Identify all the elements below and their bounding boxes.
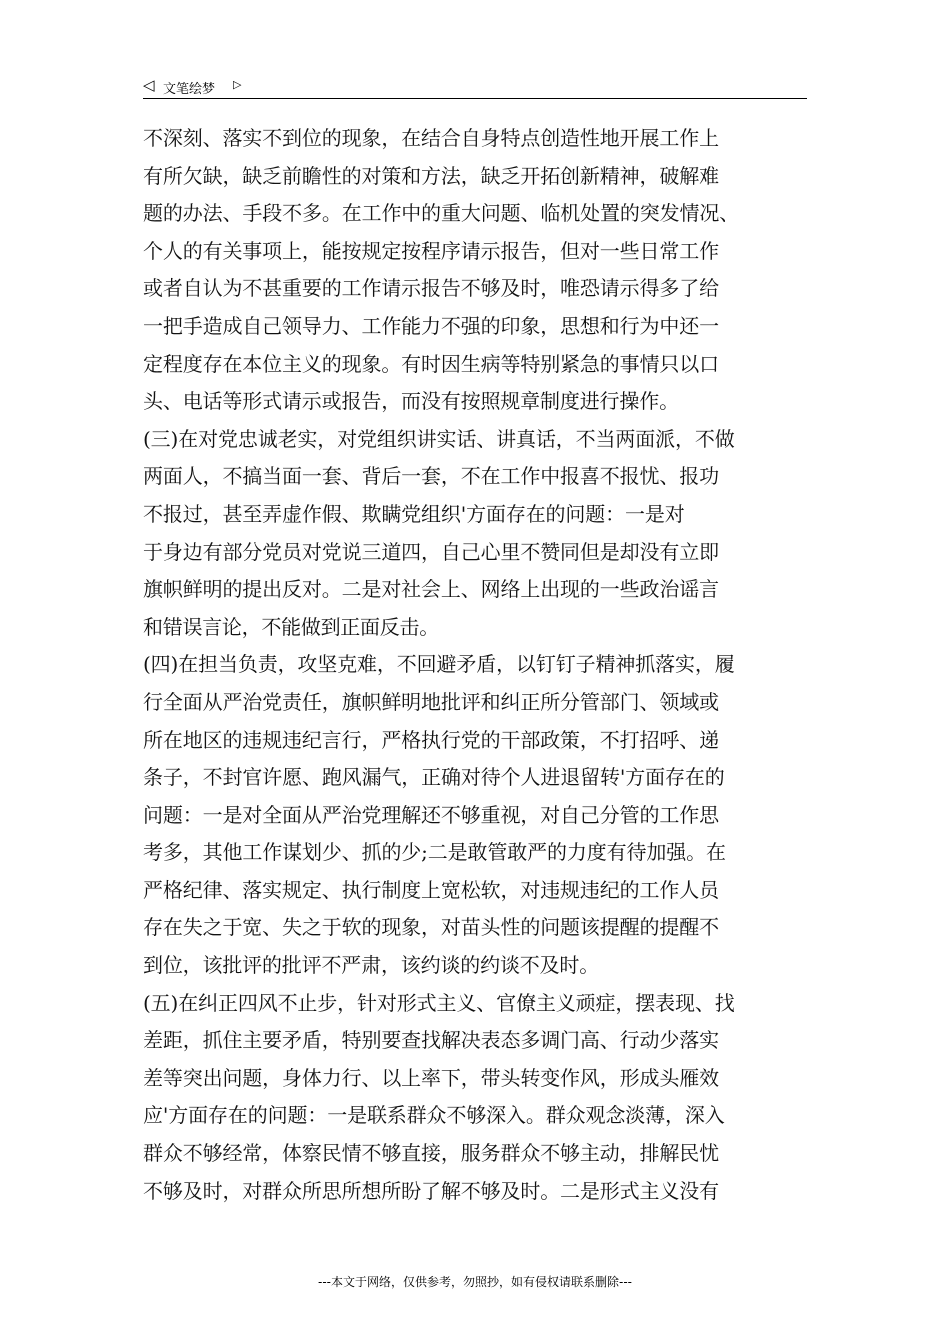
text-line: 不报过，甚至弄虚作假、欺瞒党组织'方面存在的问题：一是对	[143, 501, 685, 526]
text-line: 不够及时，对群众所思所想所盼了解不够及时。二是形式主义没有	[143, 1178, 719, 1203]
text-line: 存在失之于宽、失之于软的现象，对苗头性的问题该提醒的提醒不	[143, 915, 719, 940]
text-line: 题的办法、手段不多。在工作中的重大问题、临机处置的突发情况、	[143, 201, 740, 226]
text-line: 群众不够经常，体察民情不够直接，服务群众不够主动，排解民忧	[143, 1141, 719, 1166]
text-line: 和错误言论，不能做到正面反击。	[143, 614, 439, 639]
text-line: 条子，不封官许愿、跑风漏气，正确对待个人进退留转'方面存在的	[143, 765, 725, 790]
text-line: (四)在担当负责，攻坚克难，不回避矛盾，以钉钉子精神抓落实，履	[143, 652, 735, 677]
text-line: (五)在纠正四风不止步，针对形式主义、官僚主义顽症，摆表现、找	[143, 990, 735, 1015]
text-line: 考多，其他工作谋划少、抓的少;二是敢管敢严的力度有待加强。在	[143, 840, 726, 865]
text-line: (三)在对党忠诚老实，对党组织讲实话、讲真话，不当两面派，不做	[143, 426, 735, 451]
text-line: 有所欠缺，缺乏前瞻性的对策和方法，缺乏开拓创新精神，破解难	[143, 163, 719, 188]
text-line: 定程度存在本位主义的现象。有时因生病等特别紧急的事情只以口	[143, 351, 719, 376]
text-line: 严格纪律、落实规定、执行制度上宽松软，对违规违纪的工作人员	[143, 877, 719, 902]
triangle-left-icon: ◁	[143, 76, 155, 94]
header-title: 文笔绘梦	[163, 82, 216, 97]
text-line: 于身边有部分党员对党说三道四，自己心里不赞同但是却没有立即	[143, 539, 719, 564]
text-line: 一把手造成自己领导力、工作能力不强的印象，思想和行为中还一	[143, 313, 719, 338]
text-line: 问题：一是对全面从严治党理解还不够重视，对自己分管的工作思	[143, 802, 719, 827]
text-line: 或者自认为不甚重要的工作请示报告不够及时，唯恐请示得多了给	[143, 276, 719, 301]
text-line: 到位，该批评的批评不严肃，该约谈的约谈不及时。	[143, 953, 600, 978]
text-line: 差距，抓住主要矛盾，特别要查找解决表态多调门高、行动少落实	[143, 1028, 719, 1053]
text-line: 行全面从严治党责任，旗帜鲜明地批评和纠正所分管部门、领域或	[143, 689, 719, 714]
text-line: 两面人，不搞当面一套、背后一套，不在工作中报喜不报忧、报功	[143, 464, 719, 489]
text-line: 个人的有关事项上，能按规定按程序请示报告，但对一些日常工作	[143, 238, 719, 263]
text-line: 头、电话等形式请示或报告，而没有按照规章制度进行操作。	[143, 389, 679, 414]
triangle-right-icon: ▷	[233, 78, 242, 91]
page-footer: ---本文于网络，仅供参考，勿照抄，如有侵权请联系删除---	[318, 1275, 632, 1289]
text-line: 应'方面存在的问题：一是联系群众不够深入。群众观念淡薄，深入	[143, 1103, 725, 1128]
text-line: 差等突出问题，身体力行、以上率下，带头转变作风，形成头雁效	[143, 1065, 719, 1090]
text-line: 不深刻、落实不到位的现象，在结合自身特点创造性地开展工作上	[143, 126, 719, 150]
page-header	[143, 76, 807, 99]
text-line: 旗帜鲜明的提出反对。二是对社会上、网络上出现的一些政治谣言	[143, 577, 719, 602]
document-body	[143, 120, 815, 1210]
text-line: 所在地区的违规违纪言行，严格执行党的干部政策，不打招呼、递	[143, 727, 719, 752]
